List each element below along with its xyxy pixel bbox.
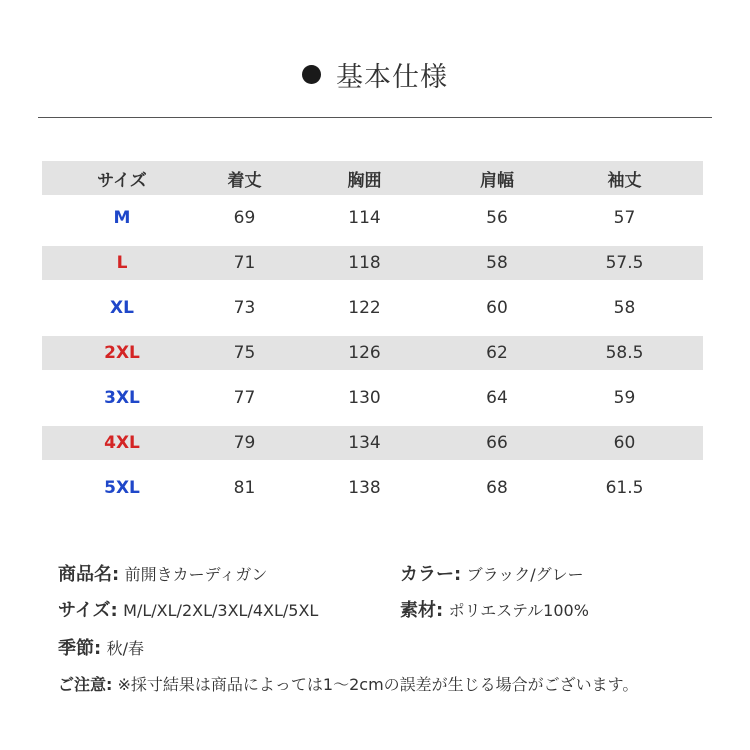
section-title: [0, 52, 750, 96]
size-cell: 3XL: [104, 387, 140, 408]
size-cell: L: [116, 252, 128, 273]
value-cell: 61.5: [605, 477, 644, 498]
header-shoulder: 肩幅: [480, 170, 514, 191]
value-cell: 56: [486, 207, 508, 228]
value-cell: 57: [613, 207, 636, 228]
title-divider: [38, 117, 712, 118]
size-cell: M: [113, 207, 131, 228]
spec-color-value: ブラック/グレー: [466, 565, 584, 584]
value-cell: 57.5: [605, 252, 644, 273]
size-cell: 2XL: [104, 342, 140, 363]
value-cell: 59: [613, 387, 636, 408]
spec-material-value: ポリエステル100%: [448, 601, 589, 620]
spec-size-label: サイズ:: [58, 600, 118, 621]
size-cell: XL: [110, 297, 134, 318]
spec-note-value: ※採寸結果は商品によっては1～2cmの誤差が生じる場合がございます。: [117, 675, 639, 694]
value-cell: 79: [233, 432, 256, 453]
table-row: [42, 336, 703, 370]
spec-material-label: 素材:: [400, 600, 444, 621]
spec-season: [58, 634, 144, 660]
size-table: [42, 161, 703, 510]
value-cell: 69: [233, 207, 256, 228]
spec-note: [58, 672, 638, 695]
spec-note-label: ご注意:: [58, 675, 113, 694]
table-header-row: [42, 161, 703, 195]
value-cell: 77: [233, 387, 256, 408]
spec-product: [58, 560, 267, 586]
value-cell: 73: [233, 297, 256, 318]
value-cell: 71: [233, 252, 256, 273]
spec-size-value: M/L/XL/2XL/3XL/4XL/5XL: [123, 601, 319, 620]
header-length: 着丈: [227, 170, 262, 191]
value-cell: 60: [613, 432, 636, 453]
value-cell: 64: [486, 387, 508, 408]
value-cell: 118: [348, 252, 381, 273]
value-cell: 122: [348, 297, 381, 318]
size-cell: 4XL: [104, 432, 140, 453]
size-cell: 5XL: [104, 477, 140, 498]
spec-season-label: 季節:: [58, 638, 102, 659]
table-row: [42, 246, 703, 280]
value-cell: 114: [348, 207, 381, 228]
spec-size: [58, 596, 318, 622]
value-cell: 66: [486, 432, 508, 453]
table-row: [42, 465, 703, 510]
value-cell: 75: [233, 342, 256, 363]
title-text: 基本仕様: [336, 61, 448, 93]
spec-product-value: 前開きカーディガン: [124, 565, 268, 584]
bullet-icon: [302, 65, 321, 84]
value-cell: 134: [348, 432, 381, 453]
value-cell: 60: [486, 297, 508, 318]
table-row: [42, 285, 703, 330]
value-cell: 68: [486, 477, 508, 498]
value-cell: 138: [348, 477, 381, 498]
value-cell: 62: [486, 342, 508, 363]
spec-color: [400, 560, 584, 586]
value-cell: 130: [348, 387, 381, 408]
spec-product-label: 商品名:: [58, 564, 120, 585]
table-row: [42, 426, 703, 460]
table-row: [42, 375, 703, 420]
header-sleeve: 袖丈: [607, 170, 642, 191]
table-row: [42, 195, 703, 240]
value-cell: 58: [613, 297, 636, 318]
spec-season-value: 秋/春: [106, 639, 145, 658]
header-chest: 胸囲: [347, 170, 382, 191]
value-cell: 58.5: [605, 342, 644, 363]
value-cell: 126: [348, 342, 381, 363]
value-cell: 81: [233, 477, 256, 498]
spec-color-label: カラー:: [400, 564, 462, 585]
header-size: サイズ: [97, 170, 147, 191]
spec-material: [400, 596, 589, 622]
value-cell: 58: [486, 252, 508, 273]
